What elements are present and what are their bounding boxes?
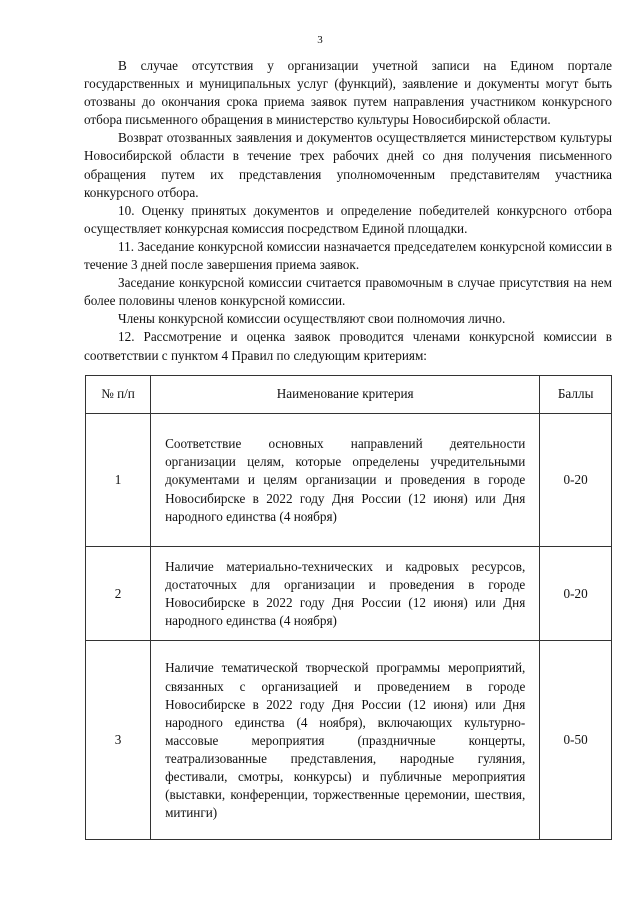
paragraph-10: 10. Оценку принятых документов и определение победителей конкурсного отбора осуществляет конкурсная комиссия посредством Единой площадки. [84, 202, 612, 236]
criteria-table [85, 375, 612, 840]
criterion-score: 0-50 [540, 641, 612, 840]
paragraph-12: 12. Рассмотрение и оценка заявок проводится членами конкурсной комиссии в соответствии с пунктом 4 Правил по следующим критериям: [84, 329, 612, 363]
header-score: Баллы [540, 376, 612, 414]
table-row [86, 414, 612, 547]
criterion-score: 0-20 [540, 414, 612, 547]
table-row [86, 641, 612, 840]
page-number: 3 [317, 34, 323, 46]
criterion-name: Соответствие основных направлений деятельности организации целям, которые определены учредительными документами и целям организации и проведения в городе Новосибирске в 2022 году Дня России (12 июня) или Дня народного единства (4 ноября) [151, 414, 540, 547]
paragraph-quorum: Заседание конкурсной комиссии считается правомочным в случае присутствия на нем более половины членов конкурсной комиссии. [84, 275, 612, 309]
table-header-row [86, 376, 612, 414]
row-number: 3 [86, 641, 151, 840]
criterion-name: Наличие тематической творческой программы мероприятий, связанных с организацией и проведением в городе Новосибирске в 2022 году Дня России (12 июня) или Дня народного единства (4 ноября), включающих культурно-массовые мероприятия (праздничные концерты, театрализованные представления, народные гуляния, фестивали, смотры, конкурсы) и публичные мероприятия (выставки, конференции, торжественные церемонии, шествия, митинги) [151, 641, 540, 840]
header-number: № п/п [86, 376, 151, 414]
row-number: 1 [86, 414, 151, 547]
paragraph-withdrawal: В случае отсутствия у организации учетной записи на Едином портале государственных и муниципальных услуг (функций), заявление и документы могут быть отозваны до окончания срока приема заявок путем направления участником конкурсного отбора письменного обращения в министерство культуры Новосибирской области. [84, 58, 612, 128]
header-criterion-name: Наименование критерия [151, 376, 540, 414]
criterion-name: Наличие материально-технических и кадровых ресурсов, достаточных для организации и проведения в городе Новосибирске в 2022 году Дня России (12 июня) или Дня народного единства (4 ноября) [151, 547, 540, 641]
row-number: 2 [86, 547, 151, 641]
criterion-score: 0-20 [540, 547, 612, 641]
paragraph-11: 11. Заседание конкурсной комиссии назначается председателем конкурсной комиссии в течение 3 дней после завершения приема заявок. [84, 238, 612, 273]
document-body [84, 57, 612, 365]
paragraph-return: Возврат отозванных заявления и документов осуществляется министерством культуры Новосибирской области в течение трех рабочих дней со дня получения письменного обращения путем их представления уполномоченным представителям участника конкурсного отбора. [84, 130, 612, 200]
paragraph-members: Члены конкурсной комиссии осуществляют свои полномочия лично. [118, 311, 506, 327]
table-row [86, 547, 612, 641]
